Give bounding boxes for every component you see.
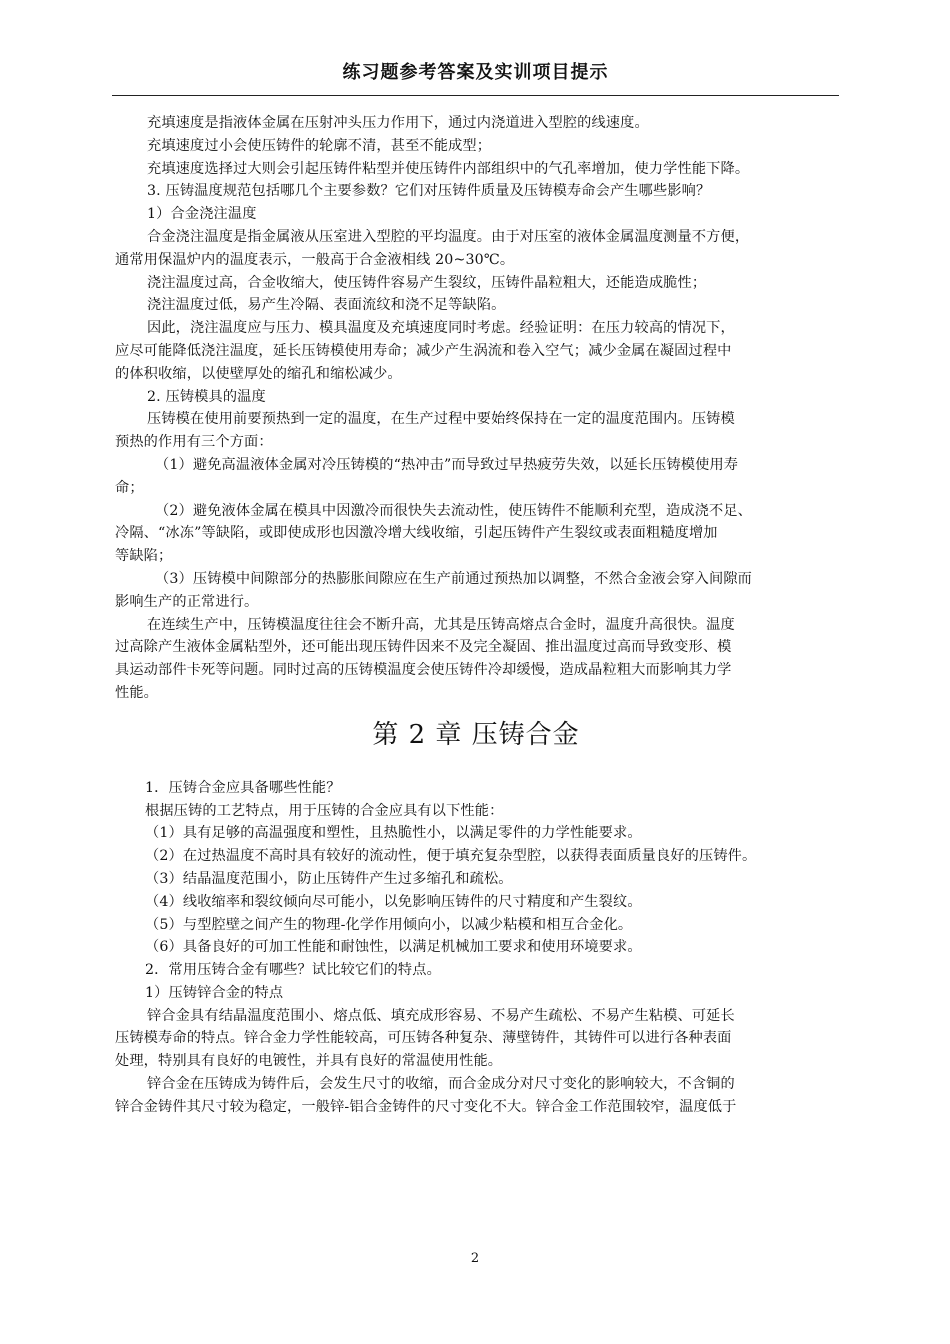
chapter-number: 第 2 章 — [372, 719, 463, 750]
paragraph-line: 根据压铸的工艺特点，用于压铸的合金应具有以下性能： — [145, 802, 504, 819]
page-header-title: 练习题参考答案及实训项目提示 — [342, 62, 609, 83]
chapter-heading — [115, 715, 837, 755]
paragraph-line: 压铸模在使用前要预热到一定的温度，在生产过程中要始终保持在一定的温度范围内。压铸模 — [147, 411, 735, 428]
document-body — [115, 112, 837, 1119]
list-item: （2）在过热温度不高时具有较好的流动性，便于填充复杂型腔，以获得表面质量良好的压铸件。 — [145, 848, 757, 865]
paragraph-line: 在连续生产中，压铸模温度往往会不断升高，尤其是压铸高熔点合金时，温度升高很快。温度 — [147, 616, 735, 633]
paragraph-line: 通常用保温炉内的温度表示，一般高于合金液相线 20~30℃。 — [115, 251, 515, 268]
paragraph-line: 充填速度是指液体金属在压射冲头压力作用下，通过内浇道进入型腔的线速度。 — [147, 115, 649, 131]
list-item: （3）结晶温度范围小，防止压铸件产生过多缩孔和疏松。 — [145, 870, 513, 887]
paragraph-line: 的体积收缩，以使壁厚处的缩孔和缩松减少。 — [115, 365, 402, 382]
paragraph-line: 性能。 — [115, 684, 159, 701]
list-item: （1）避免高温液体金属对冷压铸模的“热冲击”而导致过早热疲劳失效，以延长压铸模使用寿 — [155, 456, 739, 473]
list-item: （3）压铸模中间隙部分的热膨胀间隙应在生产前通过预热加以调整，不然合金液会穿入间隙而 — [155, 570, 753, 587]
chapter-title: 压铸合金 — [471, 719, 580, 750]
paragraph-line: 预热的作用有三个方面： — [115, 434, 273, 451]
subheading: 2. 压铸模具的温度 — [147, 388, 266, 405]
paragraph-line: 充填速度选择过大则会引起压铸件粘型并使压铸件内部组织中的气孔率增加，使力学性能下降。 — [147, 160, 750, 177]
paragraph-line: 冷隔、“冰冻”等缺陷，或即使成形也因激冷增大线收缩，引起压铸件产生裂纹或表面粗糙度增加 — [115, 525, 718, 542]
paragraph-line: 应尽可能降低浇注温度，延长压铸模使用寿命；减少产生涡流和卷入空气；减少金属在凝固过程中 — [115, 342, 732, 359]
list-item: （6）具备良好的可加工性能和耐蚀性，以满足机械加工要求和使用环境要求。 — [145, 939, 642, 956]
paragraph-line: 充填速度过小会使压铸件的轮廓不清，甚至不能成型； — [147, 137, 492, 154]
question-heading: 1．压铸合金应具备哪些性能？ — [145, 779, 341, 796]
paragraph-line: 浇注温度过高，合金收缩大，使压铸件容易产生裂纹，压铸件晶粒粗大，还能造成脆性； — [147, 274, 707, 291]
subheading: 1）合金浇注温度 — [147, 206, 257, 223]
list-item: （1）具有足够的高温强度和塑性，且热脆性小，以满足零件的力学性能要求。 — [145, 825, 642, 842]
paragraph-line: 处理，特别具有良好的电镀性，并具有良好的常温使用性能。 — [115, 1053, 503, 1070]
subheading: 1）压铸锌合金的特点 — [145, 984, 284, 1001]
list-item: （4）线收缩率和裂纹倾向尽可能小，以免影响压铸件的尺寸精度和产生裂纹。 — [145, 893, 642, 910]
paragraph-line: 锌合金铸件其尺寸较为稳定，一般锌-铝合金铸件的尺寸变化不大。锌合金工作范围较窄，温度低于 — [115, 1098, 737, 1115]
paragraph-line: 压铸模寿命的特点。锌合金力学性能较高，可压铸各种复杂、薄壁铸件，其铸件可以进行各种表面 — [115, 1030, 732, 1047]
paragraph-line: 命； — [115, 479, 144, 496]
paragraph-line: 因此，浇注温度应与压力、模具温度及充填速度同时考虑。经验证明：在压力较高的情况下， — [147, 320, 735, 337]
paragraph-line: 等缺陷； — [115, 548, 173, 565]
paragraph-line: 合金浇注温度是指金属液从压室进入型腔的平均温度。由于对压室的液体金属温度测量不方便， — [147, 228, 750, 245]
header-divider — [112, 95, 839, 96]
paragraph-line: 浇注温度过低，易产生冷隔、表面流纹和浇不足等缺陷。 — [147, 297, 506, 314]
list-item: （5）与型腔壁之间产生的物理-化学作用倾向小，以减少粘模和相互合金化。 — [145, 916, 633, 933]
paragraph-line: 过高除产生液体金属粘型外，还可能出现压铸件因来不及完全凝固、推出温度过高而导致变形、模 — [115, 639, 732, 656]
paragraph-line: 锌合金具有结晶温度范围小、熔点低、填充成形容易、不易产生疏松、不易产生粘模、可延长 — [147, 1007, 735, 1024]
paragraph-line: 锌合金在压铸成为铸件后，会发生尺寸的收缩，而合金成分对尺寸变化的影响较大，不含铜的 — [147, 1076, 735, 1093]
question-heading: 3. 压铸温度规范包括哪几个主要参数？它们对压铸件质量及压铸模寿命会产生哪些影响？ — [147, 183, 711, 200]
list-item: （2）避免液体金属在模具中因激冷而很快失去流动性，使压铸件不能顺利充型，造成浇不足、 — [155, 502, 753, 519]
question-heading: 2．常用压铸合金有哪些？试比较它们的特点。 — [145, 962, 441, 979]
page-number: 2 — [470, 1251, 480, 1266]
paragraph-line: 具运动部件卡死等问题。同时过高的压铸模温度会使压铸件冷却缓慢，造成晶粒粗大而影响其力学 — [115, 662, 732, 679]
paragraph-line: 影响生产的正常进行。 — [115, 593, 259, 610]
